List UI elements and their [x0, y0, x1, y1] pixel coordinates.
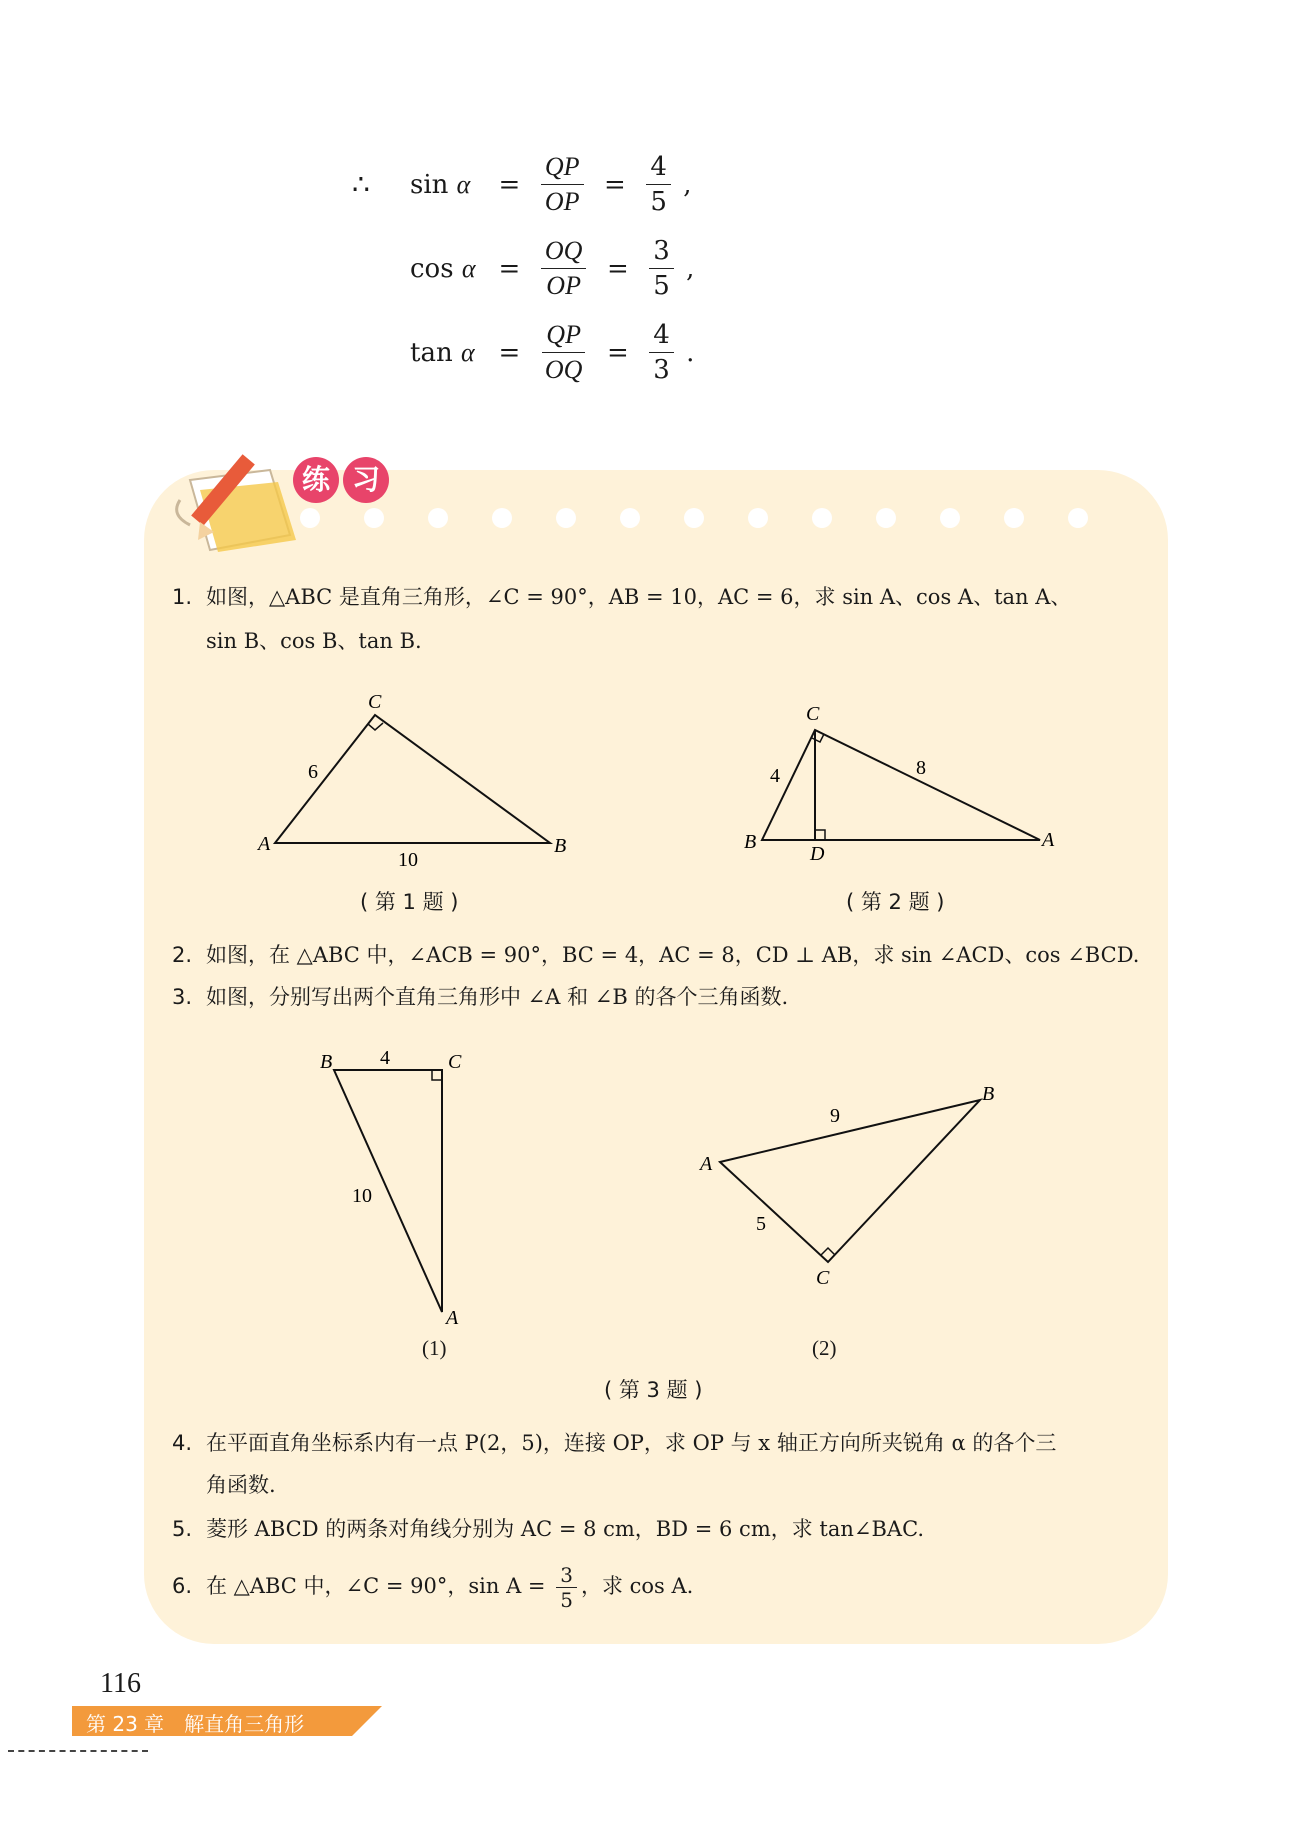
side-ac: 5 [756, 1213, 766, 1235]
sin-formula: sin α = $\frac{QP}{OP}$ = $\frac{4}{5}$ , [410, 152, 692, 217]
denominator: OQ [544, 355, 583, 384]
side-ab: 10 [398, 849, 418, 870]
question-text: 如图，△ABC 是直角三角形，∠C = 90°，AB = 10，AC = 6，求 sin A、cos A、tan A、 [206, 585, 1072, 609]
label-a: A [446, 1307, 459, 1329]
question-6 [172, 1558, 693, 1614]
panel-dots [300, 508, 1120, 532]
question-number: 3. [172, 985, 193, 1009]
question-text: 在平面直角坐标系内有一点 P(2，5)，连接 OP，求 OP 与 x 轴正方向所夹锐角 α 的各个三 [206, 1431, 1057, 1455]
denominator: 5 [650, 187, 667, 217]
question-1 [172, 582, 1071, 612]
var: α [461, 253, 476, 283]
punct: , [683, 169, 692, 200]
label-b: B [744, 831, 757, 853]
fn-name: cos [410, 253, 454, 284]
cos-formula: cos α = $\frac{OQ}{OP}$ = $\frac{3}{5}$ , [410, 236, 695, 301]
figure-3-caption: ( 第 3 题 ) [604, 1378, 703, 1402]
denominator: OP [544, 187, 580, 216]
numerator: 4 [649, 318, 674, 353]
label-c: C [368, 691, 382, 713]
question-text-end: ，求 cos A. [580, 1574, 694, 1598]
label-a: A [258, 833, 271, 855]
figure-3-1-caption: (1) [422, 1336, 447, 1360]
question-number: 6. [172, 1574, 193, 1598]
figure-3-2-caption: (2) [812, 1336, 837, 1360]
question-3 [172, 982, 788, 1012]
therefore-symbol: ∴ [352, 168, 370, 201]
figure-3-1 [310, 1040, 480, 1330]
figure-2 [740, 700, 1070, 860]
page-number: 116 [100, 1668, 141, 1699]
side-ca: 8 [916, 757, 926, 779]
practice-title-char1: 练 [293, 457, 339, 503]
label-b: B [554, 835, 567, 857]
label-b: B [982, 1083, 995, 1105]
question-number: 1. [172, 585, 193, 609]
numerator: 3 [556, 1563, 577, 1588]
figure-1-caption: ( 第 1 题 ) [360, 890, 459, 914]
question-text: 菱形 ABCD 的两条对角线分别为 AC = 8 cm，BD = 6 cm，求 tan∠BAC. [206, 1517, 925, 1541]
question-4 [172, 1428, 1056, 1458]
label-c: C [448, 1051, 462, 1073]
question-4-cont: 角函数. [206, 1473, 276, 1497]
label-c: C [816, 1267, 830, 1289]
question-number: 5. [172, 1517, 193, 1541]
footer-dash [8, 1750, 148, 1752]
question-5 [172, 1514, 924, 1544]
label-d: D [810, 843, 825, 860]
chapter-title: 第 23 章 解直角三角形 [86, 1712, 305, 1736]
question-text: 如图，在 △ABC 中，∠ACB = 90°，BC = 4，AC = 8，CD ⊥ AB，求 sin ∠ACD、cos ∠BCD. [206, 943, 1140, 967]
numerator: QP [542, 318, 585, 353]
figure-3-2 [690, 1070, 1010, 1300]
var: α [456, 169, 471, 199]
numerator: OQ [541, 234, 587, 269]
figure-1 [250, 690, 590, 870]
denominator: 5 [653, 271, 670, 301]
denominator: 5 [560, 1588, 573, 1612]
label-a: A [1042, 829, 1055, 851]
fn-name: sin [410, 169, 449, 200]
numerator: 3 [649, 234, 674, 269]
side-bc: 4 [770, 765, 780, 787]
question-text: 如图，分别写出两个直角三角形中 ∠A 和 ∠B 的各个三角函数. [206, 985, 789, 1009]
denominator: OP [546, 271, 581, 300]
side-ab: 10 [352, 1185, 372, 1207]
question-text: 在 △ABC 中，∠C = 90°，sin A = [206, 1574, 546, 1598]
question-number: 4. [172, 1431, 193, 1455]
numerator: 4 [646, 150, 671, 185]
side-ab: 9 [830, 1105, 840, 1127]
label-a: A [700, 1153, 713, 1175]
side-ac: 6 [308, 761, 318, 783]
label-b: B [320, 1051, 333, 1073]
tan-formula: tan α = $\frac{QP}{OQ}$ = $\frac{4}{3}$ . [410, 320, 695, 385]
label-c: C [806, 703, 820, 725]
question-2 [172, 940, 1139, 970]
figure-2-caption: ( 第 2 题 ) [846, 890, 945, 914]
var: α [460, 337, 475, 367]
question-number: 2. [172, 943, 193, 967]
numerator: QP [541, 150, 584, 185]
notebook-pencil-icon [160, 440, 310, 560]
punct: , [686, 253, 695, 284]
denominator: 3 [653, 355, 670, 385]
fn-name: tan [410, 337, 453, 368]
side-bc: 4 [380, 1047, 390, 1069]
question-1-cont: sin B、cos B、tan B. [206, 629, 422, 653]
punct: . [686, 337, 695, 368]
practice-title-char2: 习 [343, 457, 389, 503]
